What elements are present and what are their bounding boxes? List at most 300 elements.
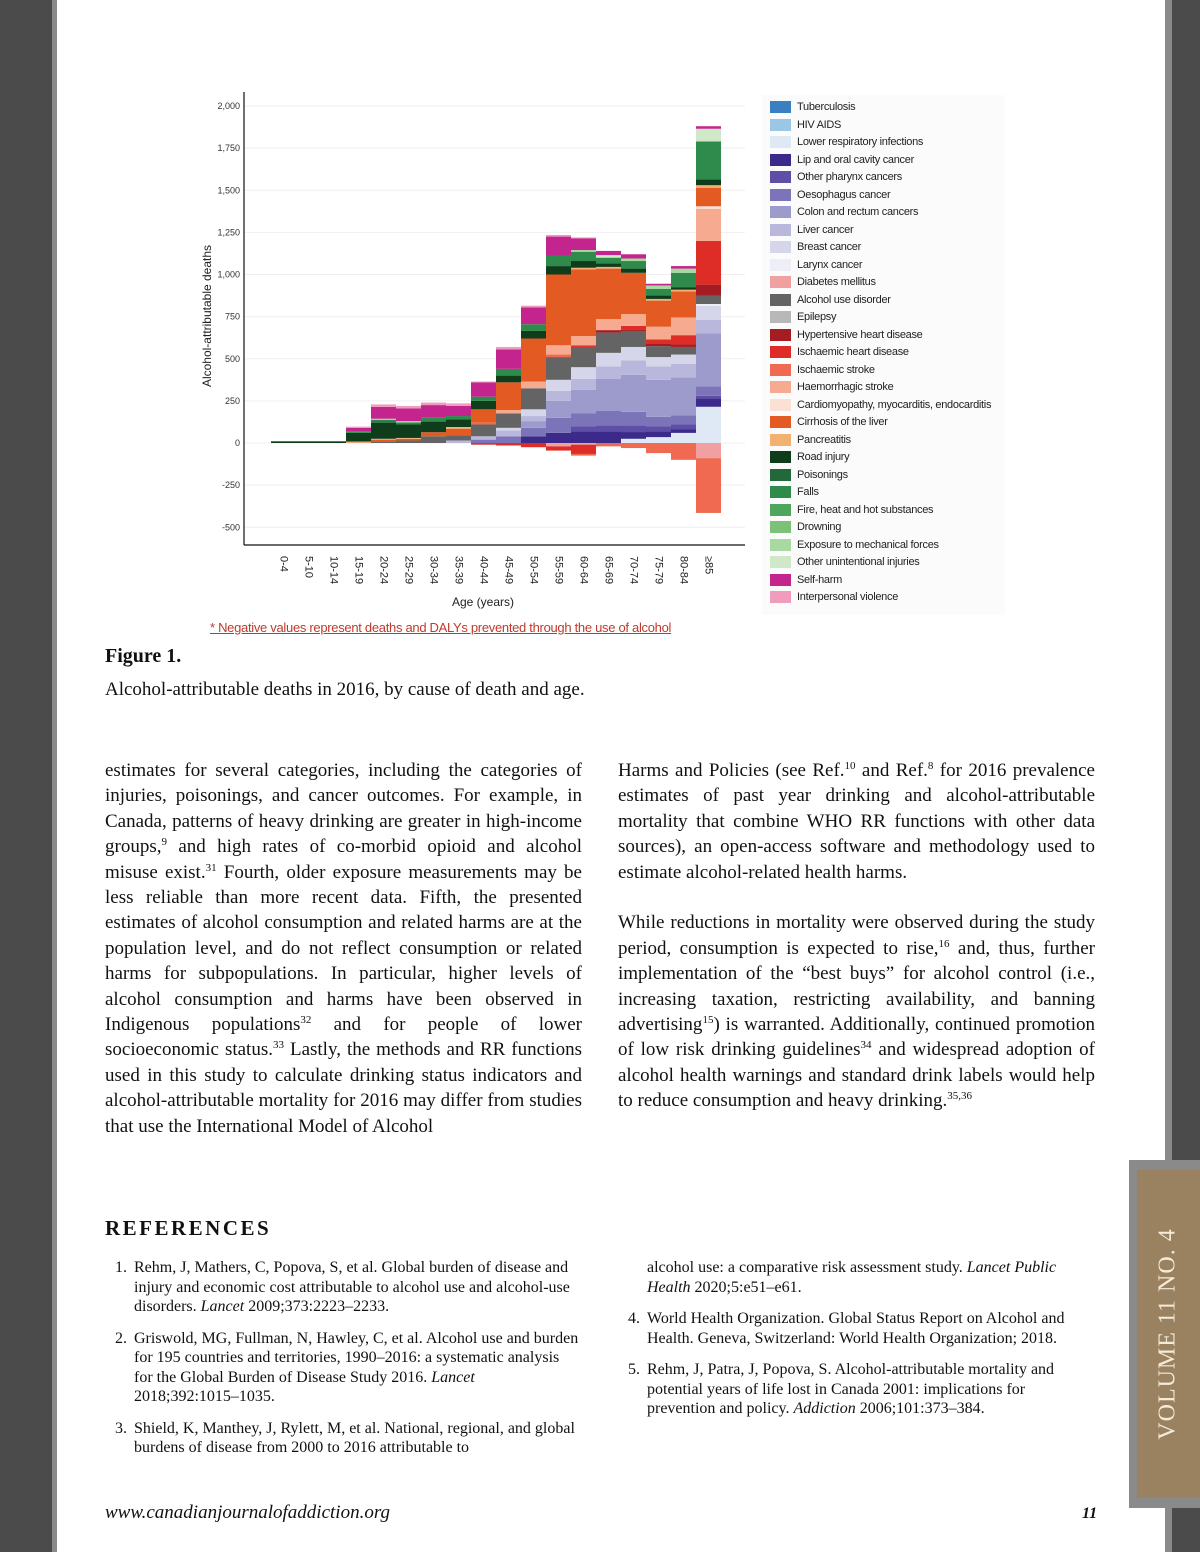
bar-segment-negative: [696, 443, 721, 458]
bar-segment: [446, 435, 471, 440]
bar-segment: [621, 331, 646, 347]
bar-segment-negative: [621, 443, 646, 448]
bar-segment: [371, 404, 396, 407]
x-tick-label: ≥85: [702, 556, 715, 575]
legend-item: [770, 415, 888, 429]
bar-segment: [396, 438, 421, 439]
x-tick-label: 25-29: [402, 556, 415, 585]
bar-segment: [571, 426, 596, 431]
bar-segment: [596, 333, 621, 353]
journal: Lancet: [200, 1298, 245, 1315]
bar-segment: [696, 296, 721, 304]
bar-segment: [621, 432, 646, 439]
legend-label: Exposure to mechanical forces: [797, 538, 939, 551]
bar-segment: [696, 209, 721, 241]
journal: Lancet Public Health: [647, 1259, 1057, 1296]
bar-segment-negative: [546, 443, 571, 446]
legend-label: Haemorrhagic stroke: [797, 381, 894, 393]
citation: 8: [927, 760, 934, 772]
bar-segment: [371, 440, 396, 442]
y-tick-label: 750: [224, 311, 240, 322]
bar-segment: [496, 410, 521, 413]
y-tick-label: 1,500: [217, 185, 240, 196]
reference-number: 2.: [115, 1329, 127, 1347]
bar-segment: [546, 357, 571, 380]
bar-segment: [696, 206, 721, 209]
bar-segment: [671, 290, 696, 292]
bar-segment: [396, 406, 421, 409]
legend-item: [770, 118, 841, 132]
citation: 35,36: [947, 1090, 973, 1103]
figure-title: Figure 1.: [105, 645, 182, 667]
bar-segment-negative: [571, 443, 596, 445]
page-number: 11: [1082, 1505, 1098, 1522]
legend-item: [770, 293, 891, 307]
text: Lastly, the methods and RR functions used in this study to calculate drinking status indicators and alcohol-attributable mortality for 2016 may differ from studies that use the International Model of Alcohol: [105, 1039, 582, 1137]
references-heading: REFERENCES: [105, 1216, 272, 1240]
legend-swatch: [770, 591, 791, 603]
bar-segment: [496, 369, 521, 376]
legend-label: Lower respiratory infections: [797, 136, 924, 148]
bar-segment: [496, 430, 521, 436]
text: estimates for several categories, including the categories of injuries, poisonings, and cancer outcomes. For example, in Canada, patterns of heavy drinking are greater in high-income groups,: [105, 760, 582, 858]
reference-item: [105, 1419, 580, 1458]
text: Rehm, J, Patra, J, Popova, S. Alcohol-attributable mortality and potential years of life lost in Canada 2001: implications for prevention and policy.: [647, 1361, 1055, 1417]
legend-swatch: [770, 521, 791, 533]
bar-segment-negative: [696, 458, 721, 513]
bar-segment: [496, 349, 521, 368]
paragraph: [618, 910, 1095, 1113]
volume-label: VOLUME 11 NO. 4: [1154, 1228, 1181, 1440]
legend-item: [770, 363, 875, 377]
references-column-left: [105, 1258, 580, 1470]
text: alcohol use: a comparative risk assessment study.: [647, 1259, 967, 1276]
legend-swatch: [770, 241, 791, 253]
legend-swatch: [770, 346, 791, 358]
text: 2018;392:1015–1035.: [134, 1388, 275, 1405]
legend-item: [770, 205, 918, 219]
bar-segment: [521, 409, 546, 416]
bar-segment: [471, 397, 496, 401]
text: and high rates of co-morbid opioid and alcohol misuse exist.: [105, 836, 582, 883]
bar-segment: [571, 414, 596, 427]
legend-item: [770, 328, 923, 342]
legend-swatch: [770, 311, 791, 323]
x-tick-label: 20-24: [377, 556, 390, 585]
legend-item: [770, 223, 853, 237]
bar-segment: [546, 345, 571, 354]
legend-label: Cardiomyopathy, myocarditis, endocarditis: [797, 398, 992, 411]
bar-segment: [596, 264, 621, 267]
y-tick-label: 0: [234, 438, 240, 448]
x-tick-label: 35-39: [452, 556, 465, 585]
bar-segment: [671, 415, 696, 424]
bar-segment: [596, 366, 621, 379]
bar-segment: [346, 433, 371, 441]
x-tick-label: 55-59: [552, 556, 565, 585]
text: While reductions in mortality were observed during the study period, consumption is expected to rise,: [618, 912, 1095, 959]
legend-label: Pancreatitis: [797, 433, 851, 446]
text: Rehm, J, Mathers, C, Popova, S, et al. Global burden of disease and injury and economic cost attributable to alcohol use and alcohol-use disorders.: [134, 1259, 570, 1315]
bar-segment: [671, 433, 696, 443]
bar-segment: [396, 440, 421, 443]
bar-segment: [671, 291, 696, 317]
legend-item: [770, 503, 933, 517]
bar-segment: [371, 421, 396, 423]
x-tick-label: 45-49: [502, 556, 515, 585]
bar-segment: [696, 185, 721, 188]
legend-item: [770, 380, 893, 394]
paragraph: [105, 758, 582, 1139]
bar-segment: [696, 129, 721, 142]
citation: 31: [205, 861, 217, 874]
journal: Lancet: [431, 1368, 475, 1386]
bar-segment-negative: [496, 443, 521, 446]
bar-segment: [671, 364, 696, 377]
paragraph: [618, 758, 1095, 885]
legend-label: Poisonings: [797, 468, 848, 481]
bar-segment: [471, 409, 496, 422]
y-tick-label: 1,250: [217, 227, 240, 238]
legend-label: Hypertensive heart disease: [797, 328, 923, 341]
bar-segment: [571, 347, 596, 367]
bar-segment: [546, 235, 571, 237]
bar-segment: [646, 289, 671, 296]
bar-segment: [646, 344, 671, 347]
legend-swatch: [770, 189, 791, 201]
text: and Ref.: [855, 760, 928, 781]
bar-segment: [696, 396, 721, 399]
bar-segment: [371, 439, 396, 440]
bar-segment: [571, 261, 596, 268]
bar-segment: [496, 382, 521, 410]
bar-segment: [421, 405, 446, 418]
bar-segment: [671, 269, 696, 273]
bar-segment: [596, 319, 621, 330]
bar-segment: [671, 377, 696, 415]
x-tick-label: 40-44: [477, 556, 490, 585]
bar-segment: [521, 331, 546, 339]
text: and, thus, further implementation of the “best buys” for alcohol control (i.e., increasing taxation, restricting availability, and banning advertising: [618, 937, 1095, 1036]
bar-segment: [671, 344, 696, 347]
bar-segment: [621, 347, 646, 360]
legend-item: [770, 240, 861, 254]
legend-item: [770, 345, 909, 359]
legend-item: [770, 188, 890, 202]
y-tick-label: 500: [224, 353, 240, 364]
bar-segment: [646, 296, 671, 299]
legend-label: Cirrhosis of the liver: [797, 416, 888, 428]
legend-item: [770, 485, 819, 499]
bar-segment: [671, 266, 696, 269]
bar-segment: [696, 407, 721, 443]
bar-segment: [396, 422, 421, 424]
bar-segment: [496, 376, 521, 383]
bar-segment: [696, 333, 721, 386]
legend-swatch: [770, 574, 791, 586]
bar-segment: [471, 440, 496, 443]
x-tick-label: 60-64: [577, 556, 590, 585]
bar-segment: [446, 440, 471, 443]
bar-segment: [521, 436, 546, 443]
bar-segment: [421, 418, 446, 422]
bar-segment: [471, 382, 496, 396]
legend-swatch: [770, 451, 791, 463]
bar-segment: [696, 126, 721, 129]
bar-segment: [671, 287, 696, 290]
bar-segment: [471, 401, 496, 409]
bar-segment: [546, 391, 571, 401]
x-tick-label: 80-84: [677, 556, 690, 585]
legend-swatch: [770, 504, 791, 516]
bar-segment-negative: [571, 445, 596, 454]
body-column-left: [105, 758, 582, 1164]
legend-swatch: [770, 556, 791, 568]
body-column-right: [618, 758, 1095, 1139]
reference-item: [105, 1329, 580, 1407]
bar-segment: [696, 306, 721, 320]
legend-label: Other pharynx cancers: [797, 171, 902, 183]
legend-label: Colon and rectum cancers: [797, 206, 919, 218]
bar-segment: [596, 379, 621, 411]
bar-segment: [471, 424, 496, 436]
bar-segment: [346, 428, 371, 431]
bar-segment: [596, 258, 621, 264]
legend-item: [770, 135, 923, 149]
bar-segment: [271, 441, 296, 443]
chart-legend: [762, 95, 1005, 615]
bar-segment: [646, 299, 671, 301]
legend-item: [770, 555, 919, 569]
bar-segment: [546, 433, 571, 443]
legend-item: [770, 258, 862, 272]
bar-segment: [521, 324, 546, 331]
text: Fourth, older exposure measurements may be less reliable than more recent data. Fifth, the presented estimates of alcohol consumption and related harms are at the population level, and do not reflect consumption or related harms for subpopulations. In particular, higher levels of alcohol consumption and harms have been observed in Indigenous populations: [105, 861, 582, 1036]
bar-segment: [546, 418, 571, 433]
legend-label: Interpersonal violence: [797, 591, 899, 603]
bar-segment: [546, 275, 571, 346]
chart-note: * Negative values represent deaths and DALYs prevented through the use of alcohol: [210, 620, 672, 635]
legend-swatch: [770, 119, 791, 131]
bar-segment: [596, 267, 621, 269]
bar-segment-negative: [646, 443, 671, 453]
bar-segment: [296, 441, 321, 443]
bar-segment: [446, 403, 471, 406]
legend-item: [770, 450, 849, 464]
citation: 32: [300, 1014, 312, 1027]
bar-segment: [571, 269, 596, 336]
citation: 33: [272, 1039, 284, 1052]
bar-segment: [696, 141, 721, 179]
citation: 9: [161, 836, 167, 849]
bar-segment: [621, 273, 646, 314]
bar-segment: [671, 317, 696, 335]
legend-label: Larynx cancer: [797, 258, 863, 271]
legend-label: Alcohol use disorder: [797, 293, 891, 306]
legend-swatch: [770, 469, 791, 481]
legend-label: Self-harm: [797, 573, 842, 586]
bar-segment: [571, 252, 596, 261]
bar-segment: [521, 381, 546, 388]
reference-number: 5.: [628, 1361, 640, 1378]
bar-segment: [696, 241, 721, 285]
bar-segment-negative: [671, 443, 696, 460]
bar-segment: [521, 416, 546, 421]
x-tick-label: 5-10: [302, 556, 315, 579]
y-tick-label: 1,750: [217, 143, 240, 154]
legend-swatch: [770, 171, 791, 183]
bar-segment: [546, 256, 571, 266]
bar-segment: [546, 380, 571, 391]
bar-segment: [571, 268, 596, 270]
bar-segment: [546, 401, 571, 418]
bar-segment-negative: [521, 443, 546, 447]
legend-label: Drowning: [797, 521, 842, 533]
bar-segment: [596, 411, 621, 425]
legend-item: [770, 433, 851, 447]
bar-segment-negative: [471, 443, 496, 445]
bar-segment: [346, 441, 371, 442]
bar-segment: [446, 419, 471, 427]
bar-segment: [471, 436, 496, 439]
legend-label: Road injury: [797, 451, 850, 463]
legend-label: Diabetes mellitus: [797, 276, 876, 288]
bar-segment: [621, 329, 646, 331]
bar-segment: [521, 307, 546, 324]
bar-segment: [696, 304, 721, 306]
bar-segment: [621, 375, 646, 412]
y-tick-label: -500: [221, 522, 240, 533]
bar-segment: [596, 330, 621, 333]
x-tick-label: 10-14: [327, 556, 340, 585]
y-tick-label: -250: [221, 480, 240, 491]
legend-swatch: [770, 136, 791, 148]
y-axis-title: Alcohol-attributable deaths: [200, 244, 214, 388]
legend-swatch: [770, 329, 791, 341]
bar-segment: [621, 360, 646, 374]
bar-segment: [496, 436, 521, 443]
legend-label: Oesophagus cancer: [797, 188, 891, 201]
bar-segment: [696, 387, 721, 396]
bar-segment: [546, 266, 571, 274]
legend-item: [770, 468, 848, 482]
bar-segment: [421, 422, 446, 433]
legend-item: [770, 275, 876, 289]
legend-label: Liver cancer: [797, 223, 854, 236]
bar-segment: [571, 238, 596, 250]
legend-swatch: [770, 434, 791, 446]
bar-segment: [496, 414, 521, 428]
legend-label: Tuberculosis: [797, 101, 856, 113]
bar-segment: [371, 420, 396, 421]
bar-segment-negative: [571, 454, 596, 456]
bar-segment: [421, 436, 446, 443]
bar-segment: [446, 406, 471, 416]
bar-segment: [621, 269, 646, 273]
legend-swatch: [770, 259, 791, 271]
legend-label: Epilepsy: [797, 311, 837, 323]
legend-label: Ischaemic stroke: [797, 363, 875, 376]
legend-label: Falls: [797, 486, 819, 498]
y-tick-label: 2,000: [217, 101, 240, 111]
bar-segment: [621, 258, 646, 261]
bar-segment: [371, 407, 396, 419]
bar-segment: [646, 285, 671, 288]
bar-segment: [646, 327, 671, 340]
bar-segment: [646, 301, 671, 327]
legend-item: [770, 310, 836, 324]
legend-item: [770, 100, 855, 114]
bar-segment: [571, 379, 596, 390]
y-tick-label: 1,000: [217, 269, 240, 280]
bar-segment: [621, 254, 646, 258]
bar-segment: [621, 261, 646, 269]
legend-item: [770, 520, 841, 534]
bar-segment: [646, 366, 671, 379]
reference-number: 3.: [115, 1419, 127, 1437]
footer-url[interactable]: www.canadianjournalofaddiction.org: [105, 1502, 391, 1523]
bar-segment-negative: [546, 446, 571, 450]
bar-segment: [546, 237, 571, 256]
citation: 34: [860, 1039, 872, 1052]
x-tick-label: 15-19: [352, 556, 365, 585]
bar-segment: [571, 250, 596, 252]
bar-segment: [571, 431, 596, 443]
legend-swatch: [770, 364, 791, 376]
journal: Addiction: [793, 1400, 856, 1417]
legend-item: [770, 573, 842, 587]
bar-segment: [646, 437, 671, 443]
citation: 16: [938, 937, 950, 950]
bar-segment: [696, 179, 721, 185]
bar-segment: [696, 285, 721, 296]
bar-segment: [546, 355, 571, 358]
bar-segment: [671, 273, 696, 287]
bar-segment: [671, 424, 696, 429]
bar-segment: [446, 416, 471, 419]
bar-segment: [521, 306, 546, 308]
references-column-right: [618, 1258, 1093, 1431]
bar-segment: [521, 388, 546, 409]
legend-item: [770, 170, 902, 184]
bar-segment: [596, 251, 621, 255]
bar-segment: [371, 423, 396, 439]
citation: 15: [702, 1014, 714, 1027]
bar-segment: [346, 427, 371, 428]
bar-segment: [371, 441, 396, 443]
bar-segment: [571, 336, 596, 345]
figure-caption: Alcohol-attributable deaths in 2016, by cause of death and age.: [105, 679, 585, 700]
bar-segment: [671, 355, 696, 364]
bar-segment: [446, 427, 471, 429]
text: 2009;373:2223–2233.: [244, 1298, 390, 1315]
bar-segment: [571, 237, 596, 238]
bar-segment: [396, 408, 421, 421]
x-tick-label: 30-34: [427, 556, 440, 585]
text: Griswold, MG, Fullman, N, Hawley, C, et al. Alcohol use and burden for 195 countries and territories, 1990–2016: a systematic analysis for the Global Burden of Disease Study 2016.: [134, 1329, 579, 1386]
bar-segment: [596, 255, 621, 258]
legend-swatch: [770, 539, 791, 551]
stacked-bar-chart: [0, 0, 760, 640]
bar-segment: [496, 428, 521, 431]
text: and for people of lower socioeconomic status.: [105, 1014, 582, 1061]
legend-item: [770, 153, 914, 167]
x-tick-label: 65-69: [602, 556, 615, 585]
bar-segment: [371, 419, 396, 420]
bar-segment: [521, 421, 546, 428]
bar-segment: [346, 442, 371, 443]
reference-item-continued: [618, 1258, 1093, 1297]
